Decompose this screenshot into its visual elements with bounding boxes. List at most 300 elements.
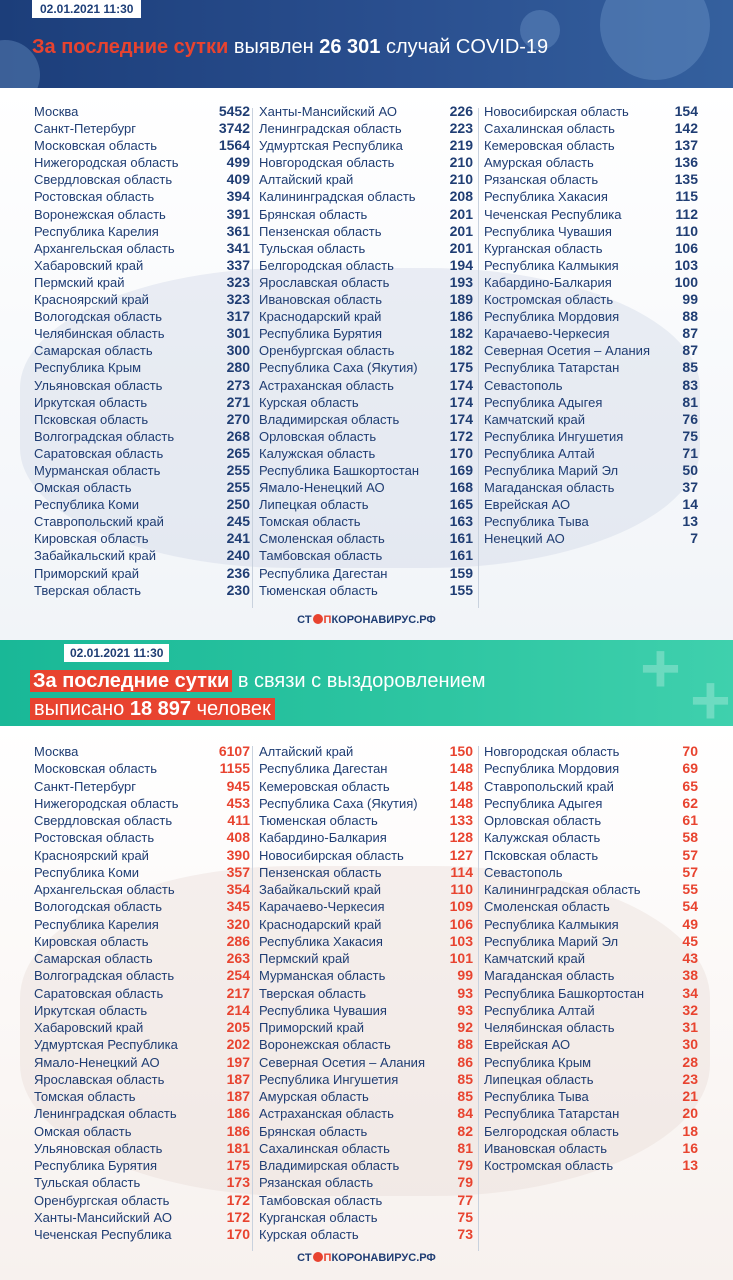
region-row — [259, 513, 473, 530]
region-name: Белгородская область — [259, 257, 394, 273]
region-name: Севастополь — [484, 864, 563, 880]
region-name: Республика Калмыкия — [484, 916, 619, 932]
stop-icon — [313, 1252, 323, 1262]
region-value: 300 — [226, 342, 250, 359]
region-name: Ленинградская область — [259, 121, 402, 137]
region-row — [34, 377, 250, 394]
region-value: 154 — [674, 103, 698, 119]
region-value: 391 — [226, 205, 250, 222]
region-row — [484, 103, 698, 120]
region-row — [34, 881, 250, 898]
region-name: Калининградская область — [484, 882, 641, 897]
region-name: Ленинградская область — [34, 1106, 177, 1122]
region-row — [484, 967, 698, 984]
column-divider — [478, 108, 479, 608]
region-value: 110 — [450, 881, 473, 897]
region-value: 255 — [226, 479, 250, 496]
region-value: 45 — [682, 932, 698, 949]
region-name: Воронежская область — [34, 206, 166, 222]
region-value: 75 — [682, 427, 698, 444]
region-row — [484, 950, 698, 967]
region-value: 223 — [449, 120, 473, 137]
region-value: 86 — [457, 1053, 473, 1070]
region-value: 49 — [682, 915, 698, 932]
region-name: Республика Мордовия — [484, 309, 620, 325]
cases-title-highlight: За последние сутки — [32, 36, 229, 58]
region-row — [259, 1071, 473, 1088]
cases-title-number: 26 301 — [319, 36, 381, 58]
region-name: Республика Хакасия — [484, 189, 608, 205]
region-row — [34, 778, 250, 795]
region-row — [259, 760, 473, 777]
region-name: Волгоградская область — [34, 428, 175, 444]
region-row — [259, 137, 473, 154]
region-row — [484, 120, 698, 137]
region-value: 75 — [457, 1208, 473, 1225]
region-name: Камчатский край — [484, 951, 585, 966]
region-name: Курганская область — [259, 1209, 378, 1225]
region-value: 101 — [449, 950, 473, 966]
region-name: Магаданская область — [484, 968, 615, 984]
region-name: Республика Тыва — [484, 514, 589, 530]
region-value: 170 — [226, 1226, 250, 1242]
region-name: Республика Мордовия — [484, 761, 620, 777]
recovered-column-2 — [259, 743, 473, 1243]
region-value: 136 — [674, 154, 698, 171]
region-name: Республика Адыгея — [484, 394, 603, 410]
region-row — [484, 1157, 698, 1174]
region-name: Еврейская АО — [484, 497, 571, 513]
region-value: 87 — [682, 342, 698, 359]
region-value: 394 — [226, 188, 250, 205]
region-value: 357 — [226, 863, 250, 880]
region-row — [484, 308, 698, 325]
region-name: Ростовская область — [34, 189, 155, 205]
region-row — [484, 428, 698, 445]
region-value: 103 — [674, 256, 698, 273]
region-value: 7 — [690, 530, 698, 547]
region-row — [34, 1071, 250, 1088]
region-value: 93 — [457, 984, 473, 1001]
region-row — [34, 1157, 250, 1174]
region-row — [259, 1226, 473, 1243]
region-row — [484, 916, 698, 933]
region-value: 81 — [682, 393, 698, 410]
region-row — [34, 1140, 250, 1157]
region-row — [34, 795, 250, 812]
region-name: Белгородская область — [484, 1123, 619, 1139]
column-divider — [252, 108, 253, 608]
region-value: 79 — [457, 1174, 473, 1191]
region-name: Вологодская область — [34, 309, 163, 325]
region-name: Пензенская область — [259, 223, 382, 239]
region-value: 194 — [449, 256, 473, 273]
region-row — [34, 325, 250, 342]
region-row — [484, 154, 698, 171]
region-row — [259, 743, 473, 760]
region-name: Пензенская область — [259, 864, 382, 880]
region-value: 81 — [457, 1139, 473, 1156]
region-value: 217 — [226, 984, 250, 1001]
region-value: 20 — [682, 1105, 698, 1122]
region-name: Курганская область — [484, 240, 603, 256]
recovered-title-line2 — [30, 698, 275, 721]
region-name: Карачаево-Черкесия — [259, 899, 385, 915]
region-row — [484, 377, 698, 394]
region-name: Ханты-Мансийский АО — [34, 1209, 172, 1225]
region-row — [259, 394, 473, 411]
region-value: 201 — [449, 239, 473, 256]
region-name: Ростовская область — [34, 830, 155, 846]
stopcoronavirus-logo: СТ ПКОРОНАВИРУС.РФ — [297, 1252, 436, 1264]
region-value: 73 — [457, 1226, 473, 1242]
region-row — [34, 916, 250, 933]
region-row — [484, 743, 698, 760]
region-name: Республика Татарстан — [484, 360, 620, 376]
region-value: 219 — [449, 137, 473, 154]
region-row — [484, 1019, 698, 1036]
region-value: 106 — [449, 915, 473, 932]
region-name: Калужская область — [259, 445, 376, 461]
region-value: 32 — [682, 1001, 698, 1018]
region-row — [484, 479, 698, 496]
region-name: Ямало-Ненецкий АО — [34, 1054, 160, 1070]
region-name: Новгородская область — [259, 155, 395, 171]
region-name: Нижегородская область — [34, 795, 179, 811]
region-row — [484, 171, 698, 188]
region-name: Ярославская область — [259, 274, 390, 290]
region-row — [484, 760, 698, 777]
region-value: 58 — [682, 829, 698, 846]
region-name: Новосибирская область — [259, 847, 404, 863]
region-name: Северная Осетия – Алания — [259, 1054, 425, 1070]
region-value: 92 — [457, 1019, 473, 1035]
region-row — [484, 445, 698, 462]
region-row — [484, 274, 698, 291]
region-row — [484, 240, 698, 257]
region-name: Астраханская область — [259, 1106, 394, 1122]
region-name: Чеченская Республика — [484, 206, 622, 222]
region-row — [484, 223, 698, 240]
region-value: 174 — [449, 410, 473, 427]
region-value: 21 — [682, 1088, 698, 1104]
region-value: 110 — [675, 222, 698, 239]
region-row — [259, 950, 473, 967]
region-row — [259, 812, 473, 829]
region-name: Воронежская область — [259, 1037, 391, 1053]
region-row — [34, 565, 250, 582]
region-value: 241 — [226, 530, 250, 547]
region-value: 182 — [449, 342, 473, 359]
region-value: 77 — [457, 1191, 473, 1208]
region-row — [484, 411, 698, 428]
region-value: 100 — [674, 273, 698, 290]
region-name: Республика Алтай — [484, 445, 595, 461]
region-name: Ульяновская область — [34, 1140, 163, 1156]
region-row — [259, 171, 473, 188]
region-row — [34, 291, 250, 308]
region-name: Карачаево-Черкесия — [484, 326, 610, 342]
region-value: 43 — [682, 950, 698, 966]
region-row — [259, 864, 473, 881]
region-name: Липецкая область — [259, 497, 369, 513]
region-name: Краснодарский край — [259, 309, 382, 325]
region-value: 85 — [457, 1070, 473, 1087]
region-row — [259, 898, 473, 915]
region-value: 337 — [226, 256, 250, 273]
region-row — [34, 829, 250, 846]
region-name: Республика Дагестан — [259, 761, 388, 777]
region-row — [34, 1209, 250, 1226]
region-row — [259, 1088, 473, 1105]
region-name: Ульяновская область — [34, 377, 163, 393]
region-value: 189 — [449, 291, 473, 308]
region-value: 205 — [226, 1019, 250, 1035]
region-row — [34, 188, 250, 205]
region-row — [259, 565, 473, 582]
region-value: 106 — [674, 239, 698, 256]
region-value: 127 — [449, 846, 473, 863]
region-name: Севастополь — [484, 377, 563, 393]
plus-decoration: + — [690, 661, 731, 726]
region-name: Республика Чувашия — [484, 223, 612, 239]
region-value: 271 — [226, 393, 250, 410]
region-row — [484, 1105, 698, 1122]
region-name: Псковская область — [34, 411, 149, 427]
cases-column-3 — [484, 103, 698, 547]
region-name: Свердловская область — [34, 813, 173, 828]
recovered-panel — [0, 726, 733, 1280]
region-value: 18 — [682, 1122, 698, 1139]
region-row — [34, 1226, 250, 1243]
region-row — [34, 547, 250, 564]
region-name: Чеченская Республика — [34, 1227, 172, 1242]
region-name: Республика Карелия — [34, 223, 159, 239]
region-row — [34, 1019, 250, 1036]
region-value: 109 — [449, 898, 473, 915]
region-name: Московская область — [34, 138, 158, 154]
region-value: 286 — [226, 932, 250, 949]
region-row — [484, 513, 698, 530]
region-value: 137 — [674, 137, 698, 154]
region-name: Красноярский край — [34, 292, 149, 308]
region-name: Кабардино-Балкария — [259, 830, 387, 846]
region-name: Новосибирская область — [484, 104, 629, 119]
region-name: Ивановская область — [484, 1140, 607, 1156]
region-row — [484, 847, 698, 864]
recovered-date: 02.01.2021 11:30 — [64, 644, 169, 662]
region-row — [259, 778, 473, 795]
region-row — [34, 154, 250, 171]
region-value: 453 — [226, 794, 250, 811]
region-name: Тверская область — [259, 985, 367, 1001]
region-value: 499 — [226, 154, 250, 171]
region-name: Томская область — [34, 1089, 136, 1104]
region-name: Калининградская область — [259, 189, 416, 205]
region-name: Камчатский край — [484, 411, 585, 427]
region-row — [259, 881, 473, 898]
region-value: 280 — [226, 359, 250, 376]
region-row — [484, 1123, 698, 1140]
region-value: 172 — [226, 1191, 250, 1208]
region-value: 50 — [682, 461, 698, 478]
region-name: Кировская область — [34, 531, 149, 547]
region-name: Республика Карелия — [34, 916, 159, 932]
region-value: 273 — [226, 376, 250, 393]
region-row — [34, 496, 250, 513]
region-value: 82 — [457, 1122, 473, 1139]
region-name: Республика Чувашия — [259, 1002, 387, 1018]
region-row — [259, 359, 473, 376]
region-value: 181 — [226, 1139, 250, 1156]
region-value: 172 — [449, 427, 473, 444]
region-row — [34, 933, 250, 950]
region-row — [34, 342, 250, 359]
region-name: Ямало-Ненецкий АО — [259, 480, 385, 496]
region-value: 323 — [226, 291, 250, 308]
region-value: 254 — [226, 967, 250, 984]
region-name: Архангельская область — [34, 240, 175, 256]
region-row — [484, 342, 698, 359]
region-name: Оренбургская область — [259, 343, 395, 359]
region-row — [484, 137, 698, 154]
region-name: Республика Калмыкия — [484, 257, 619, 273]
cases-header — [0, 0, 733, 88]
region-value: 163 — [449, 513, 473, 530]
region-row — [34, 1088, 250, 1105]
region-value: 71 — [682, 444, 698, 461]
region-name: Республика Ингушетия — [259, 1071, 399, 1087]
region-name: Костромская область — [484, 1158, 614, 1173]
region-value: 57 — [682, 846, 698, 863]
region-name: Кемеровская область — [484, 138, 615, 154]
region-value: 85 — [682, 359, 698, 376]
region-row — [34, 120, 250, 137]
region-name: Ненецкий АО — [484, 531, 565, 547]
region-row — [259, 325, 473, 342]
region-row — [34, 898, 250, 915]
region-name: Республика Саха (Якутия) — [259, 360, 418, 376]
region-name: Свердловская область — [34, 172, 173, 188]
region-value: 54 — [682, 898, 698, 915]
cases-title-end: случай COVID-19 — [385, 36, 549, 58]
region-name: Республика Адыгея — [484, 795, 603, 811]
region-value: 135 — [674, 171, 698, 188]
region-value: 61 — [682, 812, 698, 828]
region-name: Санкт-Петербург — [34, 121, 136, 137]
region-value: 34 — [682, 984, 698, 1001]
region-name: Тюменская область — [259, 582, 378, 598]
region-row — [484, 1071, 698, 1088]
region-row — [259, 103, 473, 120]
region-row — [259, 206, 473, 223]
region-row — [34, 1192, 250, 1209]
region-row — [34, 274, 250, 291]
region-value: 175 — [449, 359, 473, 376]
region-row — [484, 795, 698, 812]
region-value: 182 — [449, 325, 473, 342]
region-row — [259, 530, 473, 547]
region-row — [34, 1002, 250, 1019]
region-row — [484, 325, 698, 342]
region-value: 16 — [682, 1139, 698, 1156]
region-row — [34, 950, 250, 967]
cases-panel — [0, 88, 733, 640]
region-value: 161 — [449, 530, 473, 547]
region-value: 76 — [682, 410, 698, 427]
region-value: 79 — [457, 1157, 473, 1173]
region-row — [259, 829, 473, 846]
region-row — [34, 103, 250, 120]
region-name: Рязанская область — [259, 1175, 374, 1191]
region-row — [484, 1088, 698, 1105]
stopcoronavirus-logo: СТ ПКОРОНАВИРУС.РФ — [297, 614, 436, 626]
region-name: Республика Дагестан — [259, 565, 388, 581]
region-name: Липецкая область — [484, 1071, 594, 1087]
region-row — [259, 847, 473, 864]
region-value: 133 — [449, 812, 473, 828]
region-name: Брянская область — [259, 1123, 368, 1139]
region-value: 87 — [682, 325, 698, 342]
region-row — [34, 513, 250, 530]
region-row — [34, 308, 250, 325]
region-name: Ханты-Мансийский АО — [259, 104, 397, 119]
region-name: Республика Марий Эл — [484, 933, 619, 949]
region-name: Республика Бурятия — [259, 326, 383, 342]
region-value: 390 — [226, 846, 250, 863]
region-row — [34, 479, 250, 496]
region-row — [259, 1192, 473, 1209]
region-value: 186 — [226, 1105, 250, 1122]
region-name: Республика Тыва — [484, 1089, 589, 1104]
region-value: 411 — [227, 812, 250, 828]
region-row — [259, 496, 473, 513]
region-name: Республика Татарстан — [484, 1106, 620, 1122]
region-row — [34, 1123, 250, 1140]
region-row — [259, 428, 473, 445]
region-row — [259, 240, 473, 257]
region-name: Тверская область — [34, 582, 142, 598]
region-name: Челябинская область — [484, 1020, 615, 1035]
region-name: Владимирская область — [259, 1158, 400, 1173]
region-value: 361 — [226, 222, 250, 239]
region-name: Владимирская область — [259, 411, 400, 427]
region-name: Мурманская область — [259, 968, 386, 984]
region-row — [259, 1036, 473, 1053]
region-value: 99 — [457, 967, 473, 984]
region-name: Удмуртская Республика — [259, 138, 403, 154]
region-name: Кабардино-Балкария — [484, 274, 612, 290]
region-row — [34, 985, 250, 1002]
region-name: Хабаровский край — [34, 257, 144, 273]
region-row — [259, 479, 473, 496]
region-name: Ярославская область — [34, 1071, 165, 1087]
region-name: Республика Бурятия — [34, 1158, 158, 1173]
region-row — [34, 864, 250, 881]
recovered-column-1 — [34, 743, 250, 1243]
region-name: Астраханская область — [259, 377, 394, 393]
region-value: 99 — [682, 291, 698, 308]
region-name: Амурская область — [259, 1089, 369, 1104]
region-value: 226 — [449, 103, 473, 119]
region-name: Курская область — [259, 1227, 359, 1242]
region-value: 354 — [226, 881, 250, 897]
region-name: Курская область — [259, 394, 359, 410]
region-name: Самарская область — [34, 343, 153, 359]
region-value: 148 — [449, 760, 473, 777]
region-name: Самарская область — [34, 951, 153, 966]
recovered-header — [0, 640, 733, 726]
